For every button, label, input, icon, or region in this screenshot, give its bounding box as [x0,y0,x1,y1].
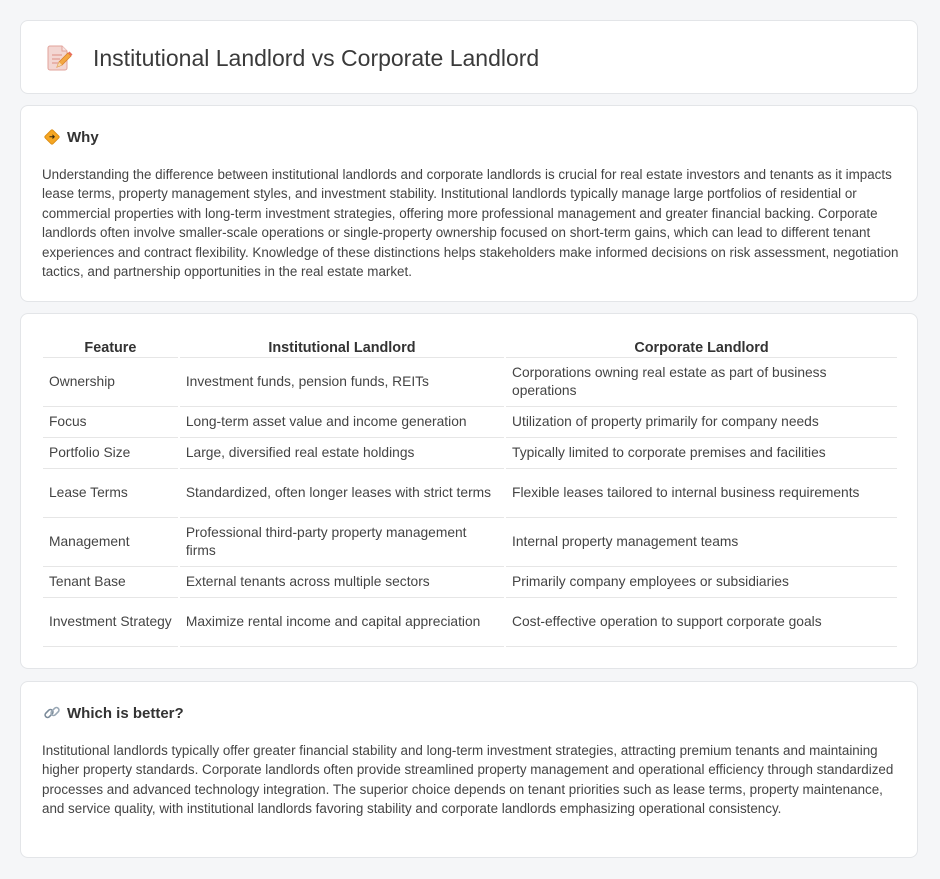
header-institutional: Institutional Landlord [180,334,504,358]
which-heading: Which is better? [67,704,184,722]
feature-cell: Portfolio Size [43,438,178,469]
link-icon [43,704,61,722]
corporate-cell: Flexible leases tailored to internal business requirements [506,469,897,518]
corporate-cell: Internal property management teams [506,518,897,567]
which-body: Institutional landlords typically offer greater financial stability and long-term investment strategies, attracting premium tenants and maintaining higher property standards. Corporate landlords often provide streamlined property management and operational efficiency through standardized processes and advanced technology integration. The superior choice depends on tenant priorities such as lease terms, property maintenance, and service quality, with institutional landlords favoring stability and corporate landlords emphasizing operational consistency. [42,743,894,817]
why-heading-row [43,128,99,146]
document-pencil-icon [47,43,73,73]
institutional-cell: Maximize rental income and capital appreciation [180,598,504,647]
page-title: Institutional Landlord vs Corporate Landlord [93,45,540,71]
feature-cell: Investment Strategy [43,598,178,647]
institutional-cell: External tenants across multiple sectors [180,567,504,598]
table-header-row [43,334,897,358]
header-corporate: Corporate Landlord [506,334,897,358]
table-row [43,598,897,647]
corporate-cell: Utilization of property primarily for company needs [506,407,897,438]
comparison-table [41,334,899,647]
feature-cell: Ownership [43,358,178,407]
feature-cell: Lease Terms [43,469,178,518]
institutional-cell: Professional third-party property management firms [180,518,504,567]
institutional-cell: Long-term asset value and income generation [180,407,504,438]
table-row [43,407,897,438]
header-feature: Feature [43,334,178,358]
table-row [43,469,897,518]
diamond-sign-icon [43,128,61,146]
corporate-cell: Typically limited to corporate premises and facilities [506,438,897,469]
header-card [20,20,918,94]
feature-cell: Focus [43,407,178,438]
corporate-cell: Corporations owning real estate as part of business operations [506,358,897,407]
table-row [43,438,897,469]
feature-cell: Management [43,518,178,567]
title-row [47,43,539,73]
which-heading-row [43,704,184,722]
why-heading: Why [67,128,99,146]
corporate-cell: Cost-effective operation to support corporate goals [506,598,897,647]
table-row [43,567,897,598]
why-body: Understanding the difference between institutional landlords and corporate landlords is crucial for real estate investors and tenants as it impacts lease terms, property management styles, and investment stability. Institutional landlords typically manage large portfolios of residential or commercial properties with long-term investment strategies, offering more professional management and greater financial backing. Corporate landlords often involve smaller-scale operations or single-property ownership focused on short-term gains, which can lead to different tenant experiences and contract flexibility. Knowledge of these distinctions helps stakeholders make informed decisions on risk assessment, negotiation tactics, and partnership opportunities in the real estate market. [42,167,899,280]
corporate-cell: Primarily company employees or subsidiaries [506,567,897,598]
why-card [20,105,918,302]
institutional-cell: Standardized, often longer leases with strict terms [180,469,504,518]
comparison-card [20,313,918,669]
institutional-cell: Large, diversified real estate holdings [180,438,504,469]
table-row [43,358,897,407]
which-card [20,681,918,858]
feature-cell: Tenant Base [43,567,178,598]
table-row [43,518,897,567]
institutional-cell: Investment funds, pension funds, REITs [180,358,504,407]
